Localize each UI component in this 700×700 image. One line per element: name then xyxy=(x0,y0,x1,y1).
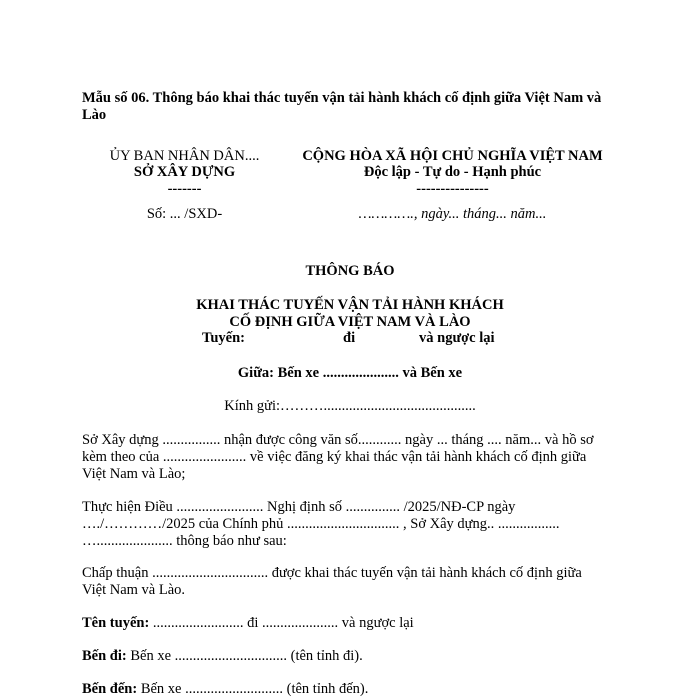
paragraph3-line2: Việt Nam và Lào. xyxy=(82,582,186,598)
paragraph1-line3: Việt Nam và Lào; xyxy=(82,466,186,482)
paragraph1-line2: kèm theo của ....................... về việc đăng ký khai thác vận tải hành khách cố định giữa xyxy=(82,449,587,465)
document-date: …………., ngày... tháng... năm... xyxy=(358,206,547,222)
document-number: Số: ... /SXD- xyxy=(146,206,223,222)
nation-name: CỘNG HÒA XÃ HỘI CHỦ NGHĨA VIỆT NAM xyxy=(302,148,603,164)
paragraph2-line2: …./…………/2025 của Chính phủ ............................... , Sở Xây dựng.. ................. xyxy=(82,516,560,532)
route-label: Tuyến: xyxy=(202,330,245,346)
route-return: và ngược lại xyxy=(419,330,495,346)
paragraph2-line3: …..................... thông báo như sau: xyxy=(82,533,287,549)
paragraph2-line1: Thực hiện Điều ........................ Nghị định số ............... /2025/NĐ-CP ngày xyxy=(82,499,516,515)
document-title: THÔNG BÁO xyxy=(305,263,395,279)
between-stations: Giữa: Bến xe ..................... và Bến xe xyxy=(237,365,463,381)
right-header-rule: --------------- xyxy=(416,181,489,197)
arrival-station-field xyxy=(82,681,368,698)
arrival-station-value: Bến xe ........................... (tên tỉnh đến). xyxy=(140,681,369,697)
route-name-label: Tên tuyến: xyxy=(82,615,150,631)
route-name-value: ......................... đi ..................... và ngược lại xyxy=(152,615,414,631)
paragraph3-line1: Chấp thuận ................................ được khai thác tuyến vận tải hành khách cố định giữa xyxy=(82,565,582,581)
form-title-line1: Mẫu số 06. Thông báo khai thác tuyến vận tải hành khách cố định giữa Việt Nam và xyxy=(82,90,602,106)
document-subtitle-line1: KHAI THÁC TUYẾN VẬN TẢI HÀNH KHÁCH xyxy=(196,297,504,313)
departure-station-field xyxy=(82,648,363,665)
departure-station-label: Bến đi: xyxy=(82,648,127,664)
route-direction: đi xyxy=(343,330,356,346)
left-header-rule: ------- xyxy=(167,181,202,197)
paragraph1-line1: Sở Xây dựng ................ nhận được công văn số............ ngày ... tháng .... năm... và hồ sơ xyxy=(82,432,594,448)
document-subtitle-line2: CỐ ĐỊNH GIỮA VIỆT NAM VÀ LÀO xyxy=(229,314,471,330)
nation-motto: Độc lập - Tự do - Hạnh phúc xyxy=(363,164,542,180)
agency-name: ỦY BAN NHÂN DÂN.... xyxy=(109,148,260,164)
form-title-line2: Lào xyxy=(82,107,107,123)
departure-station-value: Bến xe ............................... (tên tỉnh đi). xyxy=(130,648,363,664)
recipient-line: Kính gửi:……….......................................... xyxy=(224,398,476,414)
route-name-field xyxy=(82,615,414,632)
arrival-station-label: Bến đến: xyxy=(82,681,138,697)
department-name: SỞ XÂY DỰNG xyxy=(133,164,236,180)
